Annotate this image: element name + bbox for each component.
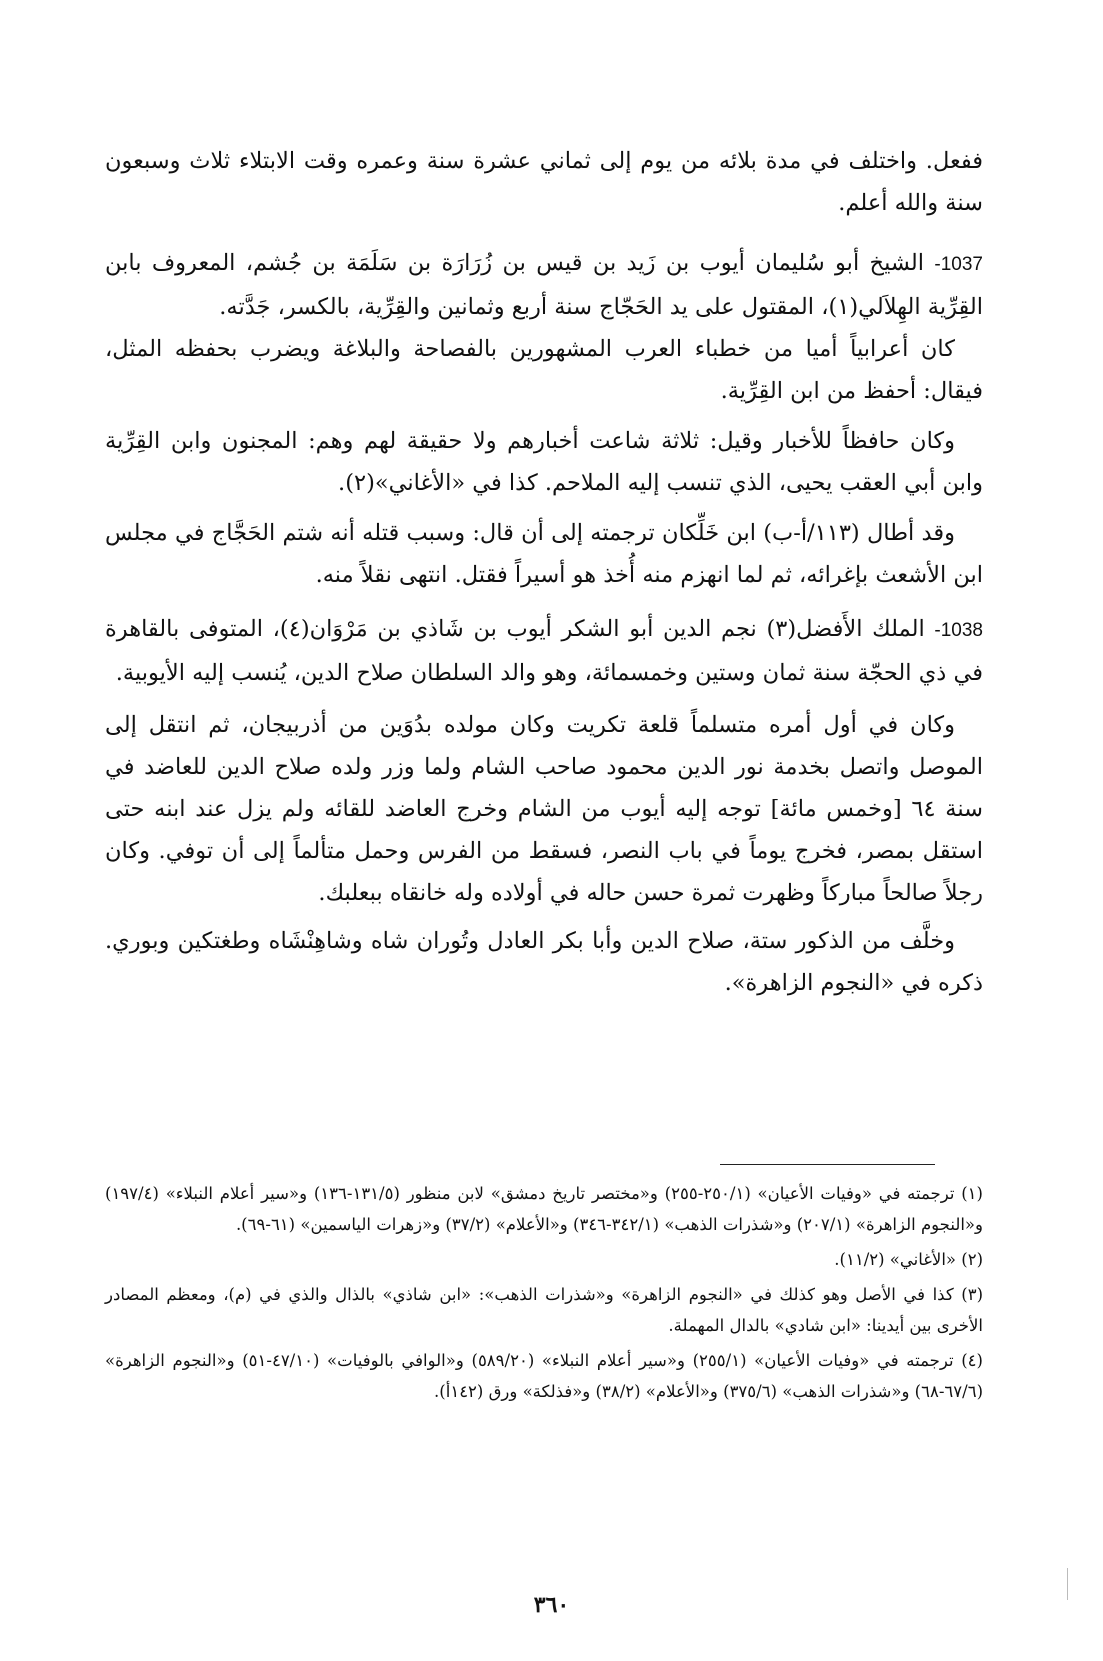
footnote-4: (٤) ترجمته في «وفيات الأعيان» (٢٥٥/١) و«سير أعلام النبلاء» (٥٨٩/٢٠) و«الوافي بالوفيات» (٤٧/١٠-٥١) و«النجوم الزاهرة» (٦٧/٦-٦٨) و«شذرات الذهب» (٣٧٥/٦) و«الأعلام» (٣٨/٢) و«فذلكة» ورق (١٤٢أ).	[105, 1351, 983, 1401]
paragraph: كان أعرابياً أميا من خطباء العرب المشهورين بالفصاحة والبلاغة ويضرب بحفظه المثل، فيقال: أحفظ من ابن القِرِّية.	[105, 336, 983, 404]
main-text	[105, 140, 983, 1004]
entry-heading-text: الشيخ أبو سُليمان أيوب بن زَيد بن قيس بن زُرَارَة بن سَلَمَة بن جُشم، المعروف بابن القِرِّية الهِلاَلي(١)، المقتول على يد الحَجّاج سنة أربع وثمانين والقِرِّية، بالكسر، جَدَّته.	[105, 250, 983, 320]
paragraph: وكان في أول أمره متسلماً قلعة تكريت وكان مولده بدُوَين من أذربيجان، ثم انتقل إلى الموصل واتصل بخدمة نور الدين محمود صاحب الشام ولما وزر ولده صلاح الدين للعاضد في سنة ٦٤ [وخمس مائة] توجه إليه أيوب من الشام وخرج العاضد للقائه ولم يزل عند ابنه حتى استقل بمصر، فخرج يوماً في باب النصر، فسقط من الفرس وحمل متألماً إلى أن توفي. وكان رجلاً صالحاً مباركاً وظهرت ثمرة حسن حاله في أولاده وله خانقاه ببعلبك.	[105, 712, 983, 906]
paragraph: وخلَّف من الذكور ستة، صلاح الدين وأبا بكر العادل وتُوران شاه وشاهِنْشَاه وطغتكين وبوري. ذكره في «النجوم الزاهرة».	[105, 928, 983, 996]
entry-number: 1038-	[934, 620, 983, 641]
paragraph: وكان حافظاً للأخبار وقيل: ثلاثة شاعت أخبارهم ولا حقيقة لهم وهم: المجنون وابن القِرِّية وابن أبي العقب يحيى، الذي تنسب إليه الملاحم. كذا في «الأغاني»(٢).	[105, 428, 983, 496]
footnote-2: (٢) «الأغاني» (١١/٢).	[834, 1250, 983, 1269]
scan-edge-mark	[1067, 1568, 1068, 1600]
footnote-3: (٣) كذا في الأصل وهو كذلك في «النجوم الزاهرة» و«شذرات الذهب»: «ابن شاذي» بالذال والذي في (م)، ومعظم المصادر الأخرى بين أيدينا: «ابن شادي» بالدال المهملة.	[105, 1285, 983, 1335]
entry-1037	[105, 242, 983, 328]
footnotes	[105, 1178, 983, 1411]
entry-number: 1037-	[934, 254, 983, 275]
page-number: ٣٦٠	[533, 1592, 570, 1618]
paragraph-continuation: ففعل. واختلف في مدة بلائه من يوم إلى ثماني عشرة سنة وعمره وقت الابتلاء ثلاث وسبعون سنة والله أعلم.	[105, 148, 983, 216]
entry-heading-text: الملك الأَفضل(٣) نجم الدين أبو الشكر أيوب بن شَاذي بن مَرْوَان(٤)، المتوفى بالقاهرة في ذي الحجّة سنة ثمان وستين وخمسمائة، وهو والد السلطان صلاح الدين، يُنسب إليه الأيوبية.	[105, 616, 983, 686]
footnote-divider	[720, 1164, 935, 1165]
entry-1038	[105, 608, 983, 694]
footnote-1: (١) ترجمته في «وفيات الأعيان» (٢٥٠/١-٢٥٥) و«مختصر تاريخ دمشق» لابن منظور (١٣١/٥-١٣٦) و«سير أعلام النبلاء» (١٩٧/٤) و«النجوم الزاهرة» (٢٠٧/١) و«شذرات الذهب» (٣٤٢/١-٣٤٦) و«الأعلام» (٣٧/٢) و«زهرات الياسمين» (٦١-٦٩).	[105, 1184, 983, 1234]
paragraph: وقد أطال (١١٣/أ-ب) ابن خَلِّكان ترجمته إلى أن قال: وسبب قتله أنه شتم الحَجَّاج في مجلس ابن الأشعث بإغرائه، ثم لما انهزم منه أُخذ هو أسيراً فقتل. انتهى نقلاً منه.	[105, 520, 983, 588]
